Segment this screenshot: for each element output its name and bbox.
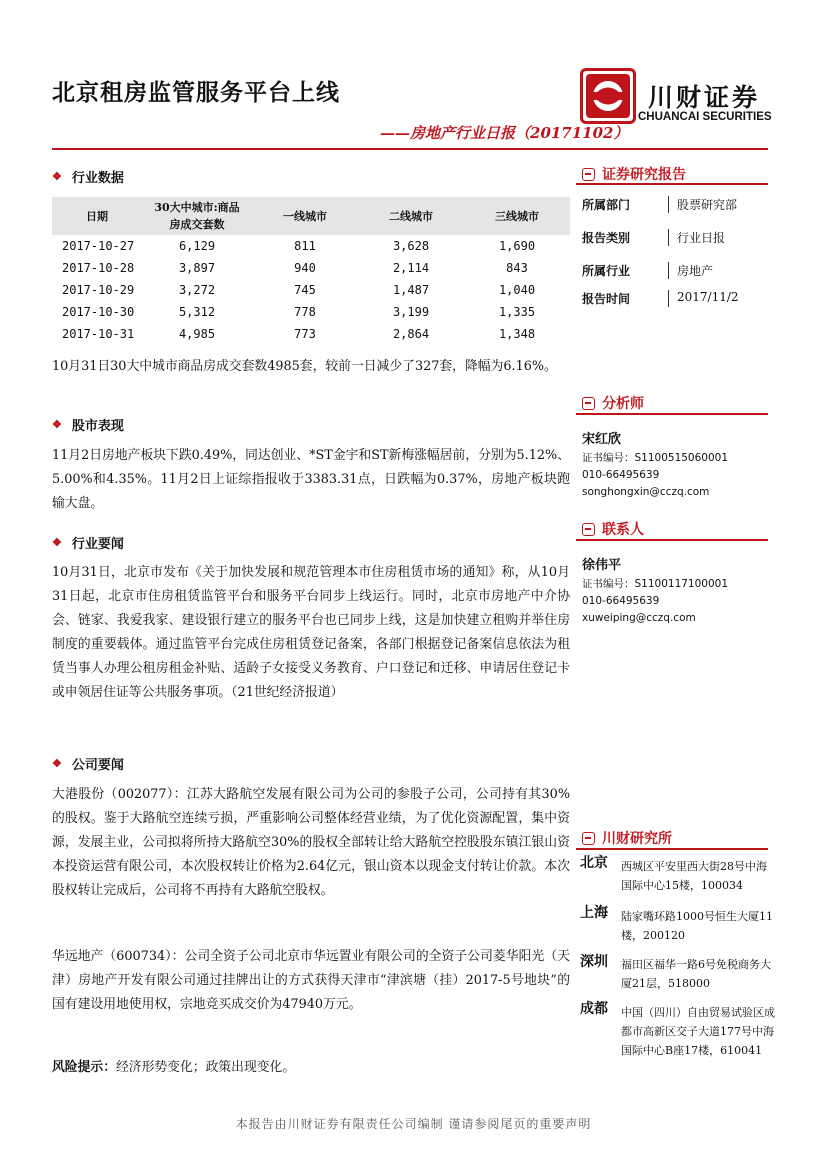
company-news-paragraph: 华远地产（600734）：公司全资子公司北京市华远置业有限公司的全资子公司菱华阳光（天津）房地产开发有限公司通过挂牌出让的方式获得天津市“津滨塘（挂）2017-5号地块”的国有建设用地使用权，宗地竞买成交价为47940万元。: [52, 949, 570, 1012]
brand-bullet-icon: [582, 832, 595, 845]
sidebar-divider: [576, 413, 768, 415]
header-divider: [52, 148, 768, 150]
report-title: 北京租房监管服务平台上线: [52, 79, 340, 106]
table-row: [52, 235, 570, 257]
chuancai-logo-icon: [580, 68, 636, 124]
risk-label: 风险提示：: [52, 1060, 116, 1075]
meta-value: 股票研究部: [668, 196, 737, 213]
table-header-row: [52, 197, 570, 235]
market-paragraph: 11月2日房地产板块下跌0.49%，同达创业、*ST金宇和ST新梅涨幅居前，分别为5.12%、5.00%和4.35%。11月2日上证综指报收于3383.31点，日跌幅为0.37%，房地产板块跑输大盘。: [52, 448, 570, 511]
meta-value: 房地产: [668, 262, 713, 279]
meta-key: 报告时间: [582, 292, 631, 306]
table-row: [52, 257, 570, 279]
table-row: [52, 323, 570, 345]
section-title: 行业数据: [71, 171, 124, 186]
office-city: 深圳: [580, 954, 608, 970]
analyst-email[interactable]: songhongxin@cczq.com: [582, 486, 710, 498]
table-cell: 778: [294, 305, 316, 319]
table-cell: 2017-10-28: [62, 261, 135, 275]
table-row: [52, 279, 570, 301]
office-city: 上海: [580, 905, 608, 921]
sidebar-heading-text: 证券研究报告: [602, 167, 686, 183]
table-cell: 2017-10-30: [62, 305, 135, 319]
diamond-bullet-icon: ❖: [52, 536, 62, 549]
table-cell: 1,690: [498, 239, 536, 253]
data-summary-paragraph: 10月31日30大中城市商品房成交套数4985套，较前一日减少了327套，降幅为6.16%。: [52, 359, 557, 374]
sidebar-divider: [576, 183, 768, 185]
industry-news-paragraph: 10月31日，北京市发布《关于加快发展和规范管理本市住房租赁市场的通知》称，从10月31日起，北京市住房租赁监管平台和服务平台同步上线运行。同时，北京市房地产中介协会、链家、我爱我家、建设银行建立的服务平台也已同步上线，这是加快建立租购并举住房制度的重要载体。通过监管平台完成住房租赁登记备案，各部门根据登记备案信息依法为租赁当事人办理公租房租金补贴、适龄子女接受义务教育、户口登记和迁移、申请居住登记卡或申领居住证等公共服务事项。（21世纪经济报道）: [52, 565, 570, 700]
section-market: [52, 415, 124, 434]
table-cell: 1,040: [498, 283, 536, 297]
table-cell: 5,312: [178, 305, 216, 319]
table-cell: 1,487: [392, 283, 430, 297]
meta-value: 2017/11/2: [668, 290, 739, 307]
analyst-name: 宋红欣: [582, 432, 622, 447]
meta-row: [582, 196, 772, 213]
contact-phone: 010-66495639: [582, 595, 660, 607]
brand-bullet-icon: [582, 397, 595, 410]
table-row: [52, 301, 570, 323]
table-cell: 3,199: [392, 305, 430, 319]
col-header: 二线城市: [358, 197, 464, 235]
sidebar-heading-text: 联系人: [602, 522, 644, 538]
sidebar-divider: [576, 539, 768, 541]
section-industry-news: [52, 533, 124, 552]
report-subtitle: ——房地产行业日报（20171102）: [380, 124, 629, 142]
risk-text: 经济形势变化；政策出现变化。: [115, 1060, 296, 1075]
table-cell: 2017-10-31: [62, 327, 135, 341]
table-cell: 1,348: [498, 327, 536, 341]
brand-name-en: CHUANCAI SECURITIES: [638, 111, 772, 123]
table-cell: 2017-10-29: [62, 283, 135, 297]
table-cell: 3,628: [392, 239, 430, 253]
table-cell: 4,985: [178, 327, 216, 341]
table-cell: 2,864: [392, 327, 430, 341]
col-header: 30大中城市:商品房成交套数: [142, 197, 252, 235]
section-company-news: [52, 754, 124, 773]
brand-name-cn: 川财证券: [648, 83, 761, 112]
diamond-bullet-icon: ❖: [52, 418, 62, 431]
meta-key: 所属行业: [582, 264, 631, 278]
table-cell: 843: [506, 261, 528, 275]
contact-cert: 证书编号：S1100117100001: [582, 578, 729, 590]
office-city: 成都: [580, 1001, 608, 1017]
risk-warning: [52, 1056, 570, 1080]
table-cell: 3,897: [178, 261, 216, 275]
col-header: 一线城市: [252, 197, 358, 235]
section-title: 公司要闻: [71, 758, 124, 773]
table-cell: 2017-10-27: [62, 239, 135, 253]
table-cell: 1,335: [498, 305, 536, 319]
table-cell: 940: [294, 261, 316, 275]
diamond-bullet-icon: ❖: [52, 170, 62, 183]
footer-disclaimer: 本报告由川财证券有限责任公司编制 谨请参阅尾页的重要声明: [235, 1117, 592, 1131]
office-address: 中国（四川）自由贸易试验区成都市高新区交子大道177号中海国际中心B座17楼，610041: [621, 1006, 775, 1057]
sidebar-heading-text: 川财研究所: [602, 831, 672, 847]
section-title: 股市表现: [71, 419, 124, 434]
office-address: 福田区福华一路6号免税商务大厦21层，518000: [621, 958, 771, 990]
office-address: 西城区平安里西大街28号中海国际中心15楼，100034: [621, 860, 767, 892]
industry-data-table: [52, 197, 570, 345]
meta-row: [582, 262, 772, 279]
table-cell: 6,129: [178, 239, 216, 253]
office-city: 北京: [580, 855, 608, 871]
contact-card: [582, 556, 728, 627]
sidebar-contact-heading: [582, 519, 644, 539]
sidebar-analyst-heading: [582, 393, 644, 413]
meta-value: 行业日报: [668, 229, 725, 246]
col-header: 三线城市: [464, 197, 570, 235]
analyst-phone: 010-66495639: [582, 469, 660, 481]
brand-bullet-icon: [582, 168, 595, 181]
analyst-card: [582, 430, 728, 501]
table-cell: 811: [294, 239, 316, 253]
analyst-cert: 证书编号：S1100515060001: [582, 452, 729, 464]
brand-bullet-icon: [582, 523, 595, 536]
section-title: 行业要闻: [71, 537, 124, 552]
section-industry-data: [52, 167, 124, 186]
sidebar-divider: [576, 848, 768, 850]
meta-row: [582, 229, 772, 246]
contact-name: 徐伟平: [582, 558, 622, 573]
sidebar-report-heading: [582, 164, 686, 184]
sidebar-heading-text: 分析师: [602, 396, 644, 412]
table-cell: 2,114: [392, 261, 430, 275]
col-header: 日期: [52, 197, 142, 235]
sidebar-institute-heading: [582, 828, 672, 848]
table-cell: 745: [294, 283, 316, 297]
meta-key: 所属部门: [582, 198, 631, 212]
meta-row: [582, 290, 772, 307]
office-address: 陆家嘴环路1000号恒生大厦11楼，200120: [621, 910, 773, 942]
company-news-paragraph: 大港股份（002077）：江苏大路航空发展有限公司为公司的参股子公司，公司持有其30%的股权。鉴于大路航空连续亏损，严重影响公司整体经营业绩，为了优化资源配置，集中资源，发展主业，公司拟将所持大路航空30%的股权全部转让给大路航空控股股东镇江银山资本投资运营有限公司，本次股权转让价格为2.64亿元，银山资本以现金支付转让价款。本次股权转让完成后，公司将不再持有大路航空股权。: [52, 787, 570, 898]
diamond-bullet-icon: ❖: [52, 757, 62, 770]
contact-email[interactable]: xuweiping@cczq.com: [582, 612, 696, 624]
table-cell: 773: [294, 327, 316, 341]
meta-key: 报告类别: [582, 231, 631, 245]
table-cell: 3,272: [178, 283, 216, 297]
